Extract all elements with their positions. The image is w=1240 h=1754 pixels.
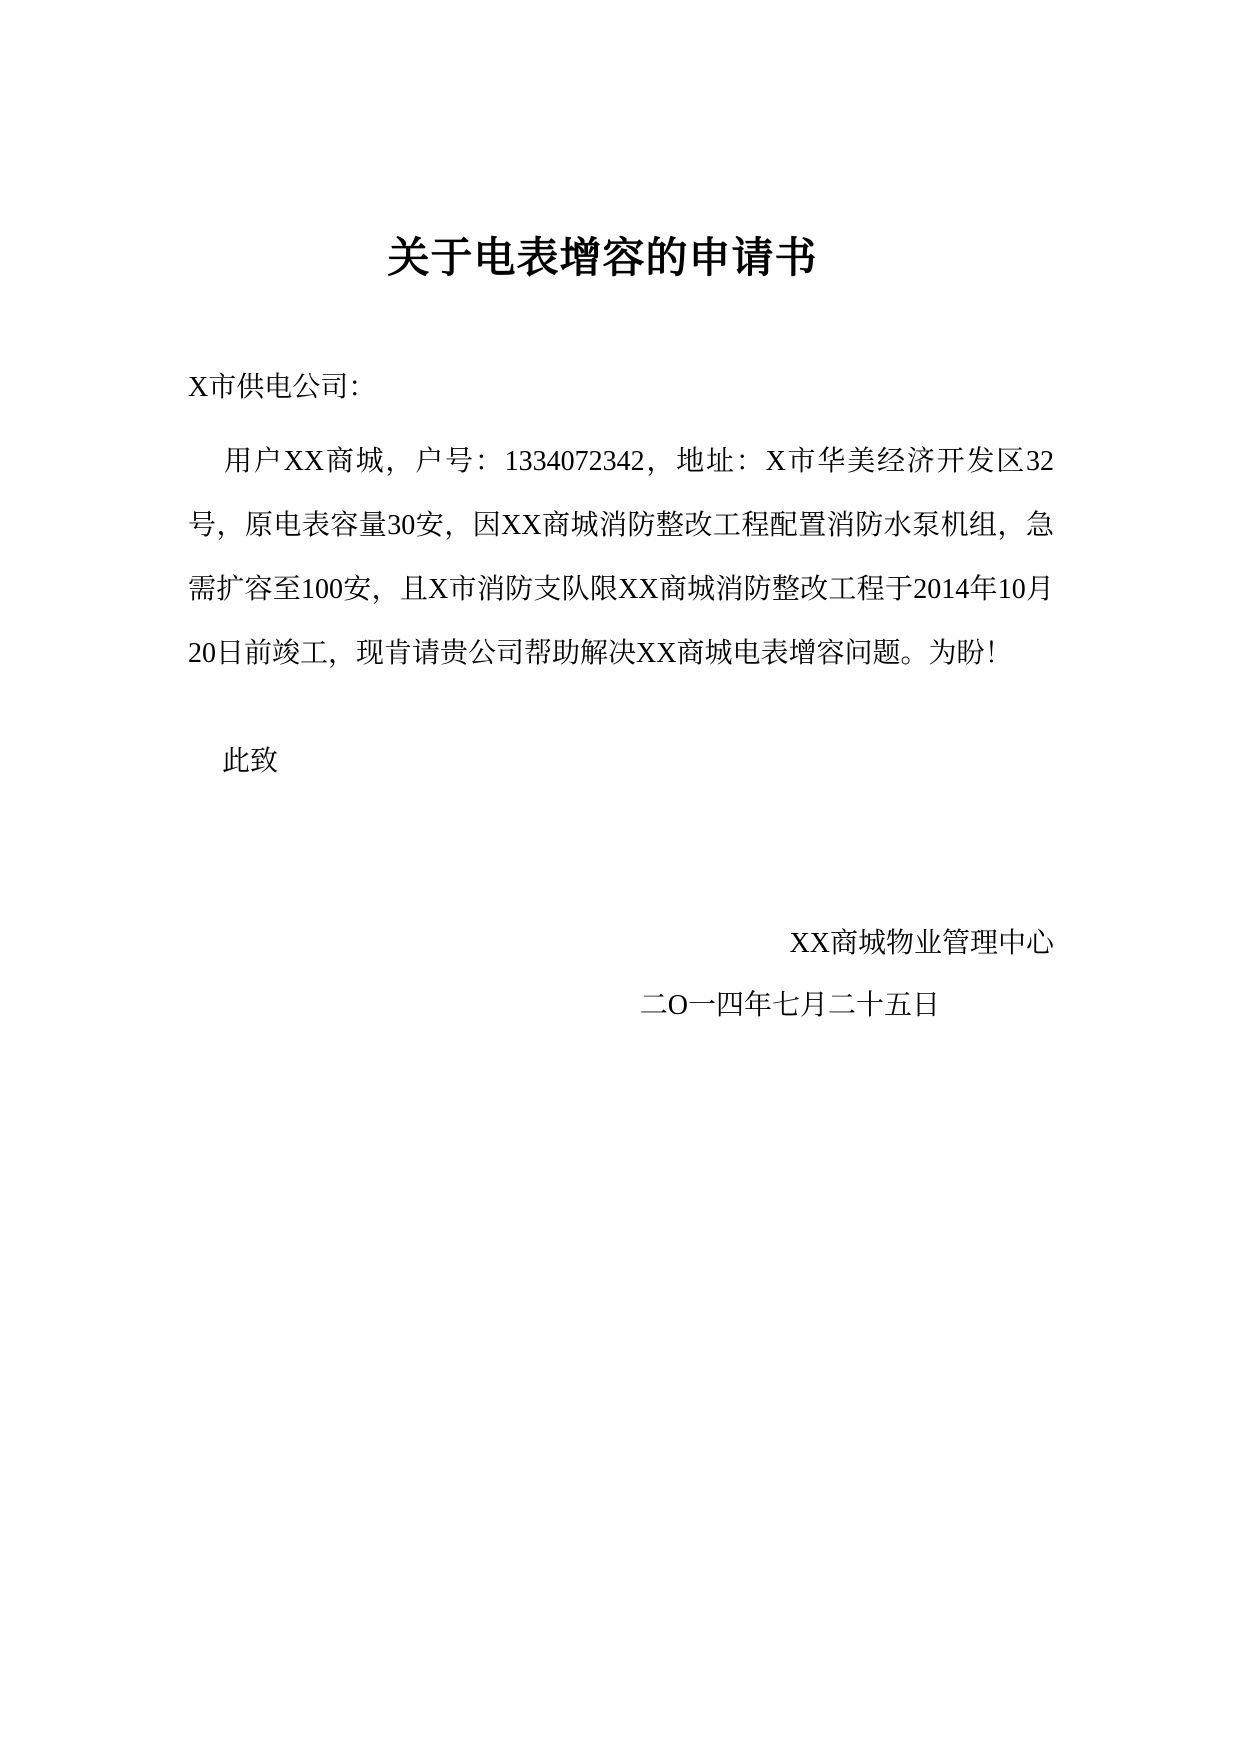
sender-organization: XX商城物业管理中心: [789, 928, 1054, 959]
body-paragraph: 用户XX商城，户号：1334072342，地址：X市华美经济开发区32号，原电表容量30安，因XX商城消防整改工程配置消防水泵机组，急需扩容至100安，且X市消防支队限XX商城消防整改工程于2014年10月20日前竣工，现肯请贵公司帮助解决XX商城电表增容问题。为盼！: [188, 446, 1054, 669]
salutation: X市供电公司：: [188, 372, 377, 403]
document-title: 关于电表增容的申请书: [387, 233, 818, 282]
document-date: 二O一四年七月二十五日: [639, 990, 940, 1021]
closing-phrase: 此致: [222, 746, 279, 777]
